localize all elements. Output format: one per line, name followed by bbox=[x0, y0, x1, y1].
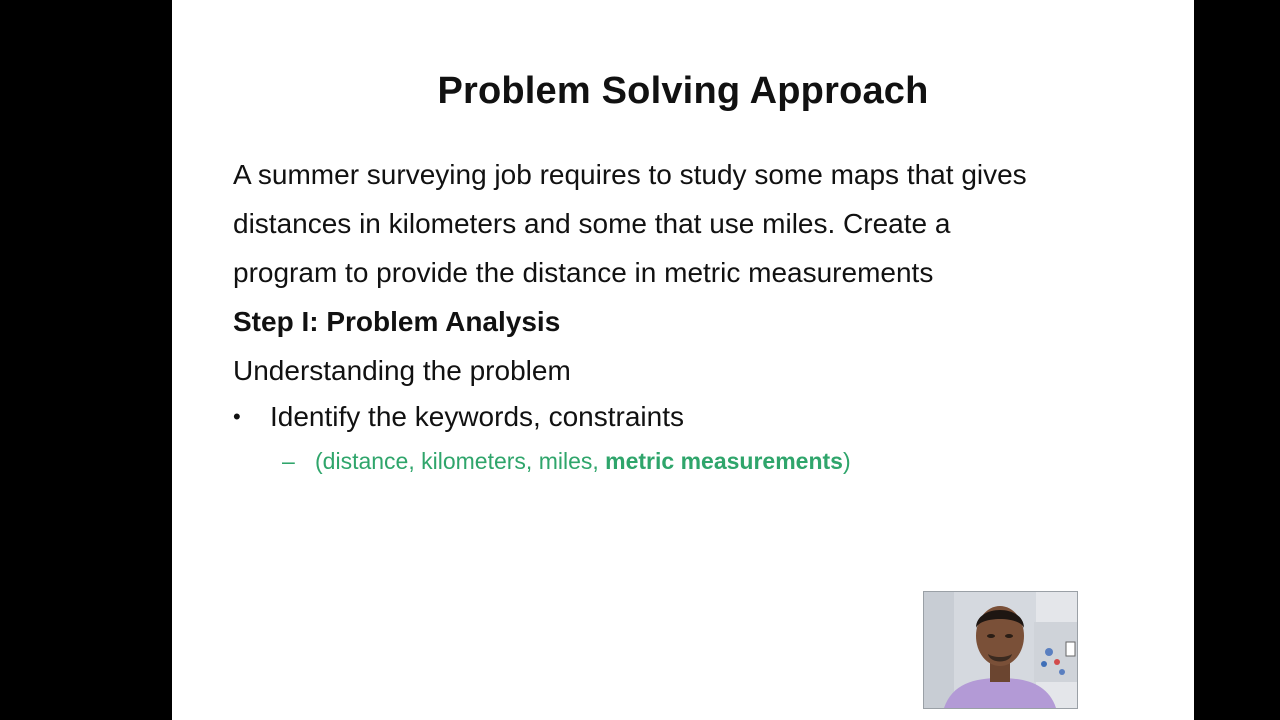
slide-title: Problem Solving Approach bbox=[437, 70, 929, 112]
sub-bullet-plain-text: distance, kilometers, miles, bbox=[322, 448, 606, 474]
presenter-video-icon bbox=[924, 592, 1077, 708]
sub-bullet-highlight: metric measurements bbox=[605, 448, 843, 474]
sub-bullet-close-paren: ) bbox=[842, 448, 851, 474]
webcam-overlay bbox=[923, 591, 1078, 709]
bullet-marker: • bbox=[233, 404, 241, 429]
subheading: Understanding the problem bbox=[233, 355, 571, 386]
paragraph-line-1: A summer surveying job requires to study some maps that gives bbox=[233, 159, 1027, 190]
step-heading: Step I: Problem Analysis bbox=[233, 306, 561, 337]
sub-bullet-item bbox=[282, 446, 851, 476]
sub-bullet-open-paren: ( bbox=[315, 448, 323, 474]
bullet-text: Identify the keywords, constraints bbox=[270, 401, 684, 432]
paragraph-line-2: distances in kilometers and some that use miles. Create a bbox=[233, 208, 951, 239]
slide-body bbox=[233, 150, 1153, 395]
paragraph-line-3: program to provide the distance in metric measurements bbox=[233, 257, 934, 288]
bullet-item bbox=[233, 392, 684, 441]
sub-bullet-marker: – bbox=[282, 448, 295, 474]
